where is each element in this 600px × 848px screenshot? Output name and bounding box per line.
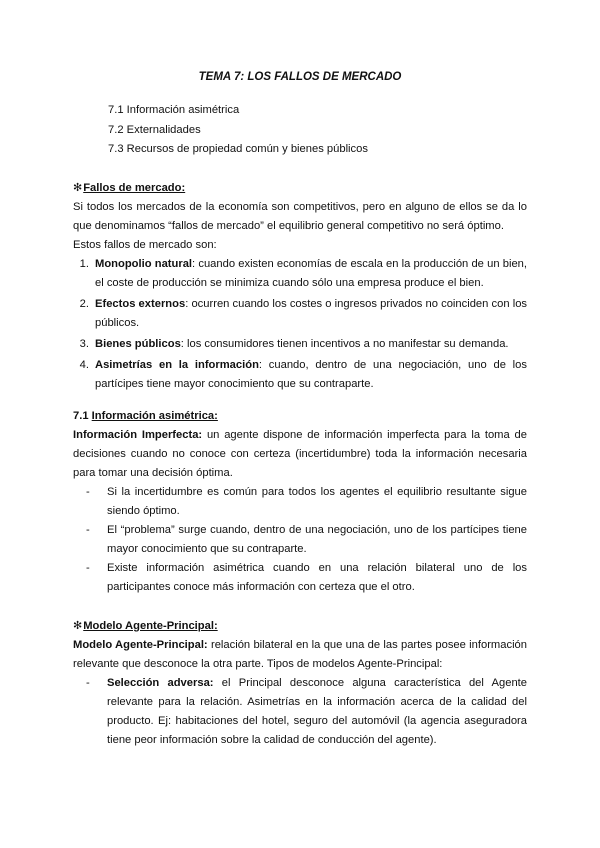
toc-item: 7.2 Externalidades <box>108 123 201 136</box>
list-text: Si la incertidumbre es común para todos los agentes el equilibrio resultante sigue siendo óptimo. <box>107 486 527 517</box>
document-title: TEMA 7: LOS FALLOS DE MERCADO <box>198 71 402 83</box>
paragraph: Estos fallos de mercado son: <box>73 239 217 251</box>
section-informacion-asimetrica <box>73 407 527 597</box>
definition: relación bilateral en la que una de las partes posee información relevante que desconoce la otra parte. Tipos de modelos Agente-Principal: <box>73 639 527 670</box>
paragraph <box>73 636 527 674</box>
list-term: Asimetrías en la información <box>95 359 259 371</box>
list-number: 2. <box>79 298 89 310</box>
dash-bullet: - <box>86 562 90 574</box>
section-fallos-de-mercado <box>73 179 527 394</box>
toc-item: 7.3 Recursos de propiedad común y bienes públicos <box>108 143 368 155</box>
list-number: 1. <box>79 258 89 270</box>
list-term: Monopolio natural <box>95 258 193 270</box>
dash-bullet: - <box>86 524 90 536</box>
list-term: Bienes públicos <box>95 338 181 350</box>
section-heading <box>73 617 527 636</box>
list-number: 3. <box>79 338 89 350</box>
paragraph: Si todos los mercados de la economía son competitivos, pero en alguno de ellos se da lo que denominamos “fallos de mercado” el equilibrio general competitivo no será óptimo. <box>73 201 527 232</box>
list-item <box>86 674 527 750</box>
list-item <box>79 295 528 333</box>
toc-item: 7.1 Información asimétrica <box>108 104 240 116</box>
bullet-list <box>86 483 527 597</box>
list-text: : los consumidores tienen incentivos a no manifestar su demanda. <box>180 338 509 350</box>
list-term: Selección adversa: <box>107 677 214 689</box>
list-text: el Principal desconoce alguna característica del Agente relevante para la relación. Asimetrías en la información acerca de la calidad del producto. Ej: habitaciones del hotel, seguro del automóvil (la agencia aseguradora tiene peor información sobre la calidad de conducción del agente). <box>107 677 527 746</box>
bullet-list <box>86 674 527 750</box>
list-text: : cuando existen economías de escala en la producción de un bien, el coste de producción se minimiza cuando sólo una empresa produce el bien. <box>95 258 527 289</box>
section-heading <box>73 179 527 198</box>
list-text: : ocurren cuando los costes o ingresos privados no coinciden con los públicos. <box>95 298 528 329</box>
section-heading-text: Información asimétrica: <box>91 410 218 422</box>
table-of-contents <box>108 101 508 160</box>
numbered-list <box>79 255 528 394</box>
asterisk-icon: ✻ <box>73 620 83 632</box>
list-text: El “problema” surge cuando, dentro de una negociación, uno de los partícipes tiene mayor conocimiento que su contraparte. <box>107 524 527 555</box>
list-item <box>86 483 527 521</box>
section-heading-text: Fallos de mercado: <box>83 182 186 194</box>
list-item <box>79 335 527 354</box>
list-item <box>79 356 527 394</box>
asterisk-icon: ✻ <box>73 182 83 194</box>
list-term: Efectos externos <box>95 298 186 310</box>
term: Información Imperfecta: <box>73 429 203 441</box>
dash-bullet: - <box>86 486 90 498</box>
list-item <box>79 255 527 293</box>
list-item <box>86 559 527 597</box>
list-number: 4. <box>79 359 89 371</box>
list-item <box>86 521 527 559</box>
section-heading <box>73 407 527 426</box>
definition: un agente dispone de información imperfecta para la toma de decisiones cuando no conoce con certeza (incertidumbre) toda la información necesaria para tomar una decisión óptima. <box>73 429 527 479</box>
dash-bullet: - <box>86 677 90 689</box>
list-text: Existe información asimétrica cuando en una relación bilateral uno de los participantes conoce más información con certeza que el otro. <box>107 562 527 593</box>
section-number: 7.1 <box>73 410 92 422</box>
list-text: : cuando, dentro de una negociación, uno de los partícipes tiene mayor conocimiento que su contraparte. <box>95 359 527 390</box>
section-modelo-agente-principal <box>73 617 527 750</box>
section-heading-text: Modelo Agente-Principal: <box>83 620 218 632</box>
term: Modelo Agente-Principal: <box>73 639 208 651</box>
paragraph <box>73 426 527 483</box>
